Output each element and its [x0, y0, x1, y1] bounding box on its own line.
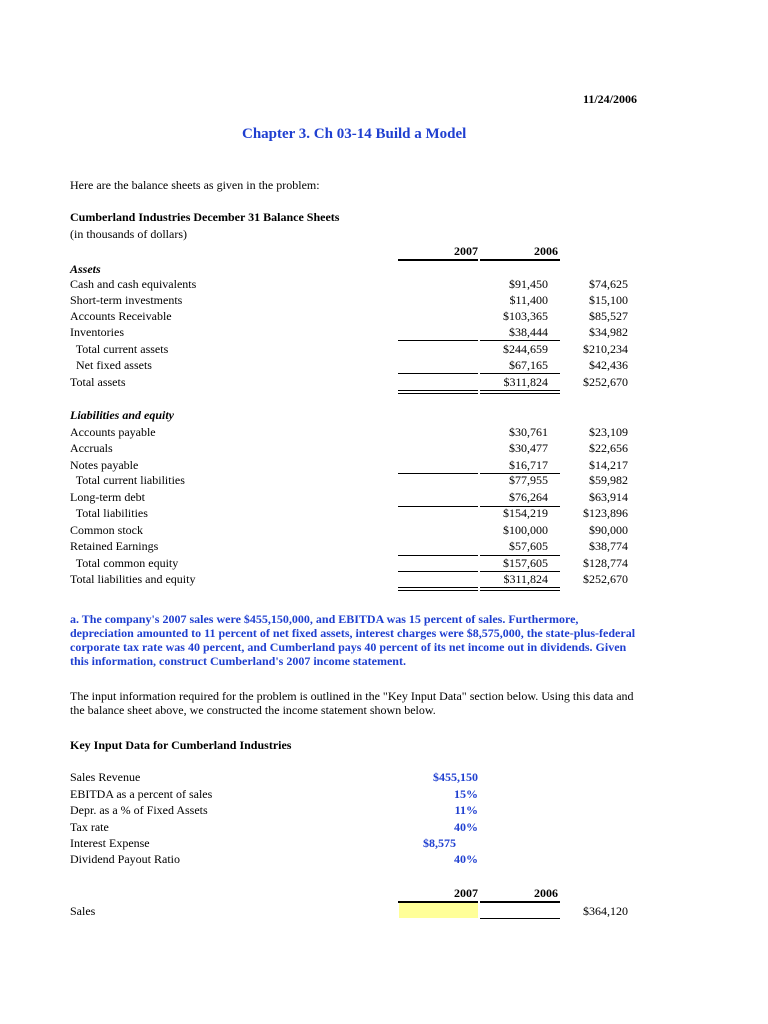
input-value[interactable]: 11%: [454, 803, 478, 817]
row-label: Short-term investments: [70, 293, 183, 307]
row-label: Total assets: [70, 375, 126, 389]
balance-sheet-title: Cumberland Industries December 31 Balance Sheets: [70, 210, 340, 224]
key-input-title: Key Input Data for Cumberland Industries: [70, 738, 292, 752]
assets-heading: Assets: [70, 262, 101, 276]
header-underline-2007: [398, 259, 478, 261]
cell-2006: $128,774: [583, 556, 628, 570]
cell-2006: $252,670: [583, 572, 628, 586]
cell-2006: $90,000: [589, 523, 628, 537]
row-label: Total liabilities and equity: [70, 572, 196, 586]
header-underline-2006: [480, 259, 560, 261]
total-double-line: [398, 587, 478, 588]
cell-2007: $30,477: [509, 441, 548, 455]
table-row: [70, 555, 628, 571]
table-row: [70, 457, 628, 473]
table-row: [70, 276, 628, 292]
input-label: Interest Expense: [70, 836, 150, 850]
input-label: EBITDA as a percent of sales: [70, 787, 213, 801]
total-double-line: [480, 390, 560, 391]
col-header-2006: 2006: [534, 244, 558, 258]
key-input-row: [70, 851, 480, 867]
cell-2006: $23,109: [589, 425, 628, 439]
intro-text: Here are the balance sheets as given in the problem:: [70, 178, 320, 192]
row-label: Retained Earnings: [70, 539, 159, 553]
row-label: Cash and cash equivalents: [70, 277, 197, 291]
table-row: [70, 357, 628, 373]
cell-2007: $38,444: [509, 325, 548, 339]
cell-2007: $311,824: [503, 572, 548, 586]
row-label: Sales: [70, 904, 96, 918]
input-value[interactable]: 40%: [454, 820, 478, 834]
row-label: Total current liabilities: [70, 473, 185, 487]
row-label: Inventories: [70, 325, 124, 339]
cell-2006: $123,896: [583, 506, 628, 520]
cell-2006: $38,774: [589, 539, 628, 553]
row-label: Long-term debt: [70, 490, 145, 504]
key-input-row: [70, 786, 480, 802]
table-row: [70, 489, 628, 505]
input-value[interactable]: 15%: [454, 787, 478, 801]
row-label: Accruals: [70, 441, 113, 455]
table-row: [70, 440, 628, 456]
cell-2006: $34,982: [589, 325, 628, 339]
cell-2007: $11,400: [509, 293, 548, 307]
total-double-line: [480, 590, 560, 591]
cell-2007: $157,605: [503, 556, 548, 570]
cell-2006: $42,436: [589, 358, 628, 372]
table-row: [70, 374, 628, 390]
subtotal-line: [480, 918, 560, 919]
cell-2006: $63,914: [589, 490, 628, 504]
cell-2006: $14,217: [589, 458, 628, 472]
total-double-line: [398, 393, 478, 394]
cell-2007: $311,824: [503, 375, 548, 389]
table-row: [70, 522, 628, 538]
cell-2007: $76,264: [509, 490, 548, 504]
table-row: [70, 341, 628, 357]
row-label: Total current assets: [70, 342, 169, 356]
is-col-header-2007: 2007: [454, 886, 478, 900]
report-date: 11/24/2006: [583, 92, 638, 106]
sales-2007-input-cell[interactable]: [399, 903, 478, 918]
cell-2006: $22,656: [589, 441, 628, 455]
input-label: Tax rate: [70, 820, 109, 834]
cell-2007: $57,605: [509, 539, 548, 553]
table-row: [70, 505, 628, 521]
total-double-line: [398, 390, 478, 391]
row-label: Net fixed assets: [70, 358, 152, 372]
cell-2007: $103,365: [503, 309, 548, 323]
row-label: Common stock: [70, 523, 144, 537]
key-input-row: [70, 802, 480, 818]
table-row: [70, 538, 628, 554]
cell-2006: $364,120: [583, 904, 628, 918]
cell-2007: $100,000: [503, 523, 548, 537]
input-value[interactable]: $455,150: [433, 770, 478, 784]
table-row: [70, 424, 628, 440]
total-double-line: [398, 590, 478, 591]
key-input-row: [70, 835, 480, 851]
input-value[interactable]: 40%: [454, 852, 478, 866]
explanation-text: The input information required for the problem is outlined in the "Key Input Data" section below. Using this data and the balance sheet above, we constructed the income statement shown below.: [70, 689, 634, 717]
cell-2007: $67,165: [509, 358, 548, 372]
table-row: [70, 292, 628, 308]
input-label: Dividend Payout Ratio: [70, 852, 180, 866]
question-a: a. The company's 2007 sales were $455,150,000, and EBITDA was 15 percent of sales. Furthermore, depreciation amounted to 11 percent of net fixed assets, interest charges were $8,575,000, the state-plus-federal corporate tax rate was 40 percent, and Cumberland pays 40 percent of its net income out in dividends. Given this information, construct Cumberland's 2007 income statement.: [70, 612, 636, 668]
cell-2007: $91,450: [509, 277, 548, 291]
input-label: Depr. as a % of Fixed Assets: [70, 803, 208, 817]
key-input-row: [70, 769, 480, 785]
row-label: Notes payable: [70, 458, 139, 472]
row-label: Accounts payable: [70, 425, 156, 439]
table-row: [70, 903, 628, 919]
is-col-header-2006: 2006: [534, 886, 558, 900]
cell-2006: $74,625: [589, 277, 628, 291]
row-label: Accounts Receivable: [70, 309, 172, 323]
page-title: Chapter 3. Ch 03-14 Build a Model: [242, 126, 467, 142]
cell-2007: $16,717: [509, 458, 548, 472]
total-double-line: [480, 587, 560, 588]
total-double-line: [480, 393, 560, 394]
cell-2007: $30,761: [509, 425, 548, 439]
col-header-2007: 2007: [454, 244, 478, 258]
input-label: Sales Revenue: [70, 770, 141, 784]
cell-2006: $85,527: [589, 309, 628, 323]
cell-2007: $77,955: [509, 473, 548, 487]
liabilities-heading: Liabilities and equity: [70, 408, 174, 422]
row-label: Total liabilities: [70, 506, 148, 520]
balance-sheet-subtitle: (in thousands of dollars): [70, 227, 187, 241]
row-label: Total common equity: [70, 556, 179, 570]
cell-2006: $15,100: [589, 293, 628, 307]
key-input-row: [70, 819, 480, 835]
table-row: [70, 571, 628, 587]
cell-2007: $154,219: [503, 506, 548, 520]
table-row: [70, 308, 628, 324]
cell-2007: $244,659: [503, 342, 548, 356]
table-row: [70, 472, 628, 488]
input-value[interactable]: $8,575: [423, 836, 456, 850]
cell-2006: $252,670: [583, 375, 628, 389]
table-row: [70, 324, 628, 340]
cell-2006: $210,234: [583, 342, 628, 356]
cell-2006: $59,982: [589, 473, 628, 487]
